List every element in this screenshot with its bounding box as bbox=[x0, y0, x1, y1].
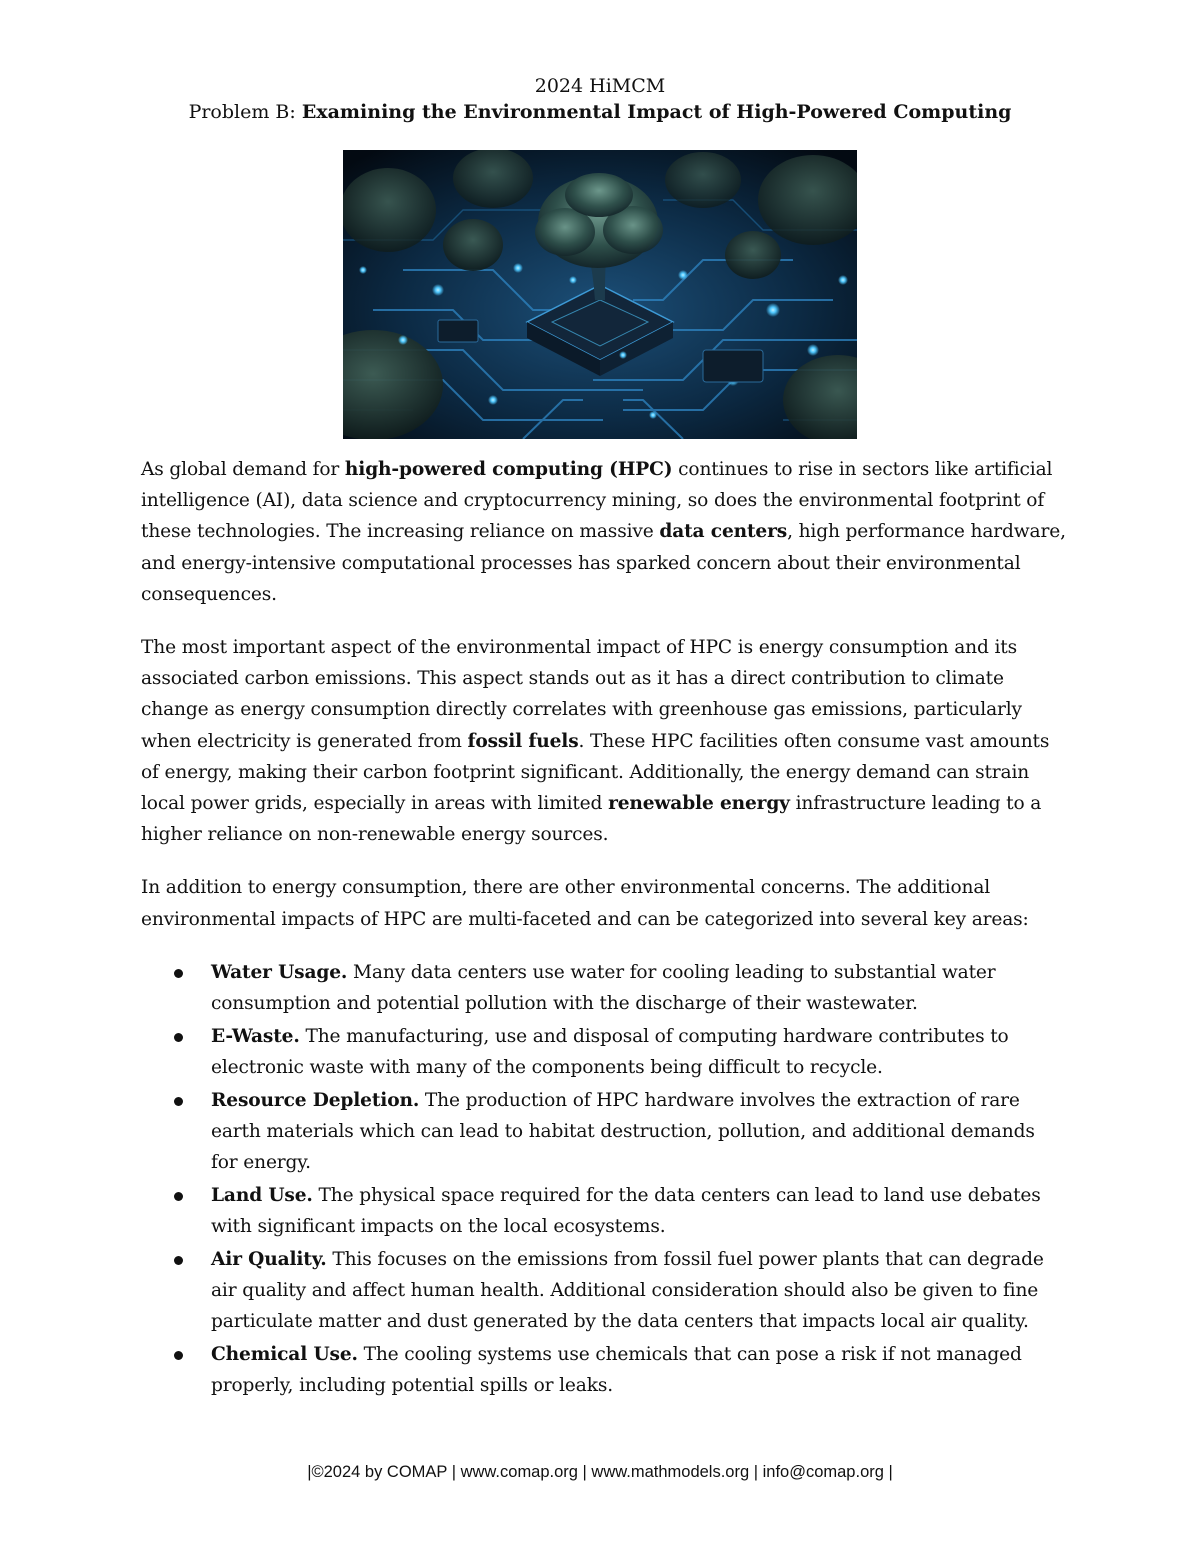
emphasis-fossil-fuels: fossil fuels bbox=[467, 730, 579, 752]
list-item-text: The physical space required for the data centers can lead to land use debates with significant impacts on the local ecosystems. bbox=[211, 1184, 1041, 1237]
emphasis-renewable-energy: renewable energy bbox=[608, 793, 790, 815]
contest-name: 2024 HiMCM bbox=[534, 75, 666, 97]
paragraph-other-concerns: In addition to energy consumption, there are other environmental concerns. The additional environmental impacts of HPC are multi-faceted and can be categorized into several key areas: bbox=[141, 877, 1029, 930]
bullet-icon bbox=[174, 1097, 183, 1106]
page-footer: |©2024 by COMAP | www.comap.org | www.mathmodels.org | info@comap.org | bbox=[307, 1463, 893, 1481]
list-item-text: Many data centers use water for cooling leading to substantial water consumption and potential pollution with the discharge of their wastewater. bbox=[211, 961, 996, 1015]
paragraph-text: , high performance hardware, and energy-intensive computational processes has sparked concern about their environmental consequences. bbox=[141, 521, 1066, 605]
list-item-text: The manufacturing, use and disposal of computing hardware contributes to electronic waste with many of the components being difficult to recycle. bbox=[211, 1025, 1009, 1078]
article-body bbox=[141, 454, 1066, 1403]
list-item bbox=[141, 1085, 1066, 1179]
document-header bbox=[0, 73, 1200, 125]
paragraph-text: . These HPC facilities often consume vast amounts of energy, making their carbon footprint significant. Additionally, the energy demand can strain local power grids, especially in areas with limited bbox=[141, 730, 1050, 815]
paragraph-energy bbox=[141, 632, 1066, 850]
tree-on-circuit-board-image bbox=[343, 150, 857, 439]
emphasis-data-centers: data centers bbox=[659, 521, 788, 543]
list-item bbox=[141, 1021, 1066, 1083]
emphasis-hpc: high-powered computing (HPC) bbox=[344, 459, 673, 480]
impact-list bbox=[141, 957, 1066, 1401]
list-item-term: Resource Depletion. bbox=[211, 1089, 420, 1111]
paragraph-text: continues to rise in sectors like artificial intelligence (AI), data science and cryptocurrency mining, so does the environmental footprint of these technologies. The increasing reliance on massive bbox=[141, 459, 1053, 543]
problem-title bbox=[0, 99, 1200, 125]
list-item-text: The cooling systems use chemicals that can pose a risk if not managed properly, including potential spills or leaks. bbox=[211, 1343, 1022, 1396]
bullet-icon bbox=[174, 1033, 183, 1042]
paragraph-text: The most important aspect of the environmental impact of HPC is energy consumption and its associated carbon emissions. This aspect stands out as it has a direct contribution to climate change as energy consumption directly correlates with greenhouse gas emissions, particularly when electricity is generated from bbox=[141, 637, 1022, 752]
list-item bbox=[141, 1339, 1066, 1401]
paragraph-intro bbox=[141, 454, 1066, 610]
hero-illustration bbox=[343, 150, 857, 439]
paragraph-text: As global demand for bbox=[141, 459, 345, 480]
bullet-icon bbox=[174, 969, 183, 978]
list-item-term: Chemical Use. bbox=[211, 1343, 358, 1365]
problem-label: Problem B: bbox=[188, 101, 302, 123]
list-item bbox=[141, 957, 1066, 1019]
bullet-icon bbox=[174, 1351, 183, 1360]
bullet-icon bbox=[174, 1192, 183, 1201]
list-item bbox=[141, 1180, 1066, 1242]
list-item-text: This focuses on the emissions from fossil fuel power plants that can degrade air quality and affect human health. Additional consideration should also be given to fine particulate matter and dust generated by the data centers that impacts local air quality. bbox=[211, 1248, 1044, 1333]
list-item-term: Air Quality. bbox=[211, 1248, 327, 1270]
list-item-text: The production of HPC hardware involves the extraction of rare earth materials which can lead to habitat destruction, pollution, and additional demands for energy. bbox=[211, 1089, 1035, 1174]
list-item-term: E-Waste. bbox=[211, 1025, 300, 1047]
list-item bbox=[141, 1244, 1066, 1338]
problem-title-text: Examining the Environmental Impact of High-Powered Computing bbox=[301, 101, 1012, 123]
paragraph-text: infrastructure leading to a higher reliance on non-renewable energy sources. bbox=[141, 793, 1042, 846]
bullet-icon bbox=[174, 1256, 183, 1265]
list-item-term: Water Usage. bbox=[211, 961, 348, 983]
list-item-term: Land Use. bbox=[211, 1184, 313, 1206]
